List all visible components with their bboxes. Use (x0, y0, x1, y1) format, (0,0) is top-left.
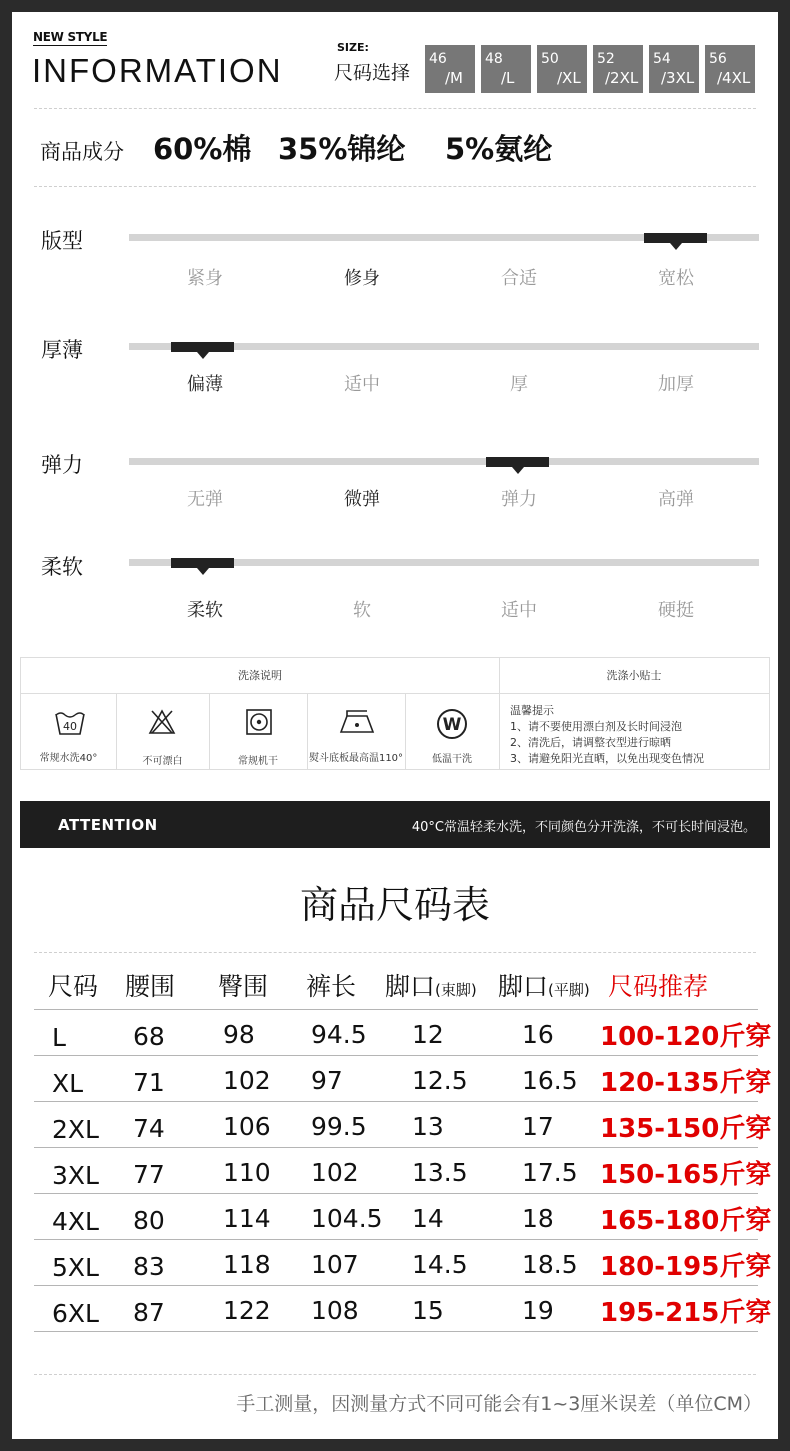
fit-scale-marker (644, 233, 707, 243)
new-style-label: NEW STYLE (33, 30, 108, 44)
col-header-main: 臀围 (218, 972, 269, 1001)
col-header-main: 腰围 (125, 972, 176, 1001)
size-letter: /L (501, 69, 515, 87)
measure-cell: 16.5 (522, 1066, 578, 1095)
table-row-line (34, 1147, 758, 1148)
softness-option: 柔软 (187, 600, 223, 621)
care-label: 不可漂白 (142, 756, 183, 767)
fit-option: 合适 (501, 268, 537, 289)
size-number: 52 (597, 51, 615, 67)
measure-cell: 99.5 (311, 1112, 367, 1141)
measure-cell: 14.5 (412, 1250, 468, 1279)
measure-cell: 16 (522, 1020, 554, 1049)
col-header (48, 967, 98, 1003)
measure-cell: 110 (223, 1158, 271, 1187)
col-header (218, 967, 268, 1003)
measure-cell: 107 (311, 1250, 359, 1279)
measure-cell: 15 (412, 1296, 444, 1325)
elasticity-scale-track (129, 458, 759, 465)
measure-cell: 77 (133, 1160, 165, 1189)
size-number: 56 (709, 51, 727, 67)
care-label: 常规机干 (238, 756, 278, 767)
col-header-sub: (束脚) (435, 981, 477, 999)
softness-option: 适中 (501, 600, 537, 621)
thickness-scale-track (129, 343, 759, 350)
measure-cell: 98 (223, 1020, 255, 1049)
table-row-line (34, 1239, 758, 1240)
dry-clean-w-icon (436, 708, 468, 740)
col-header-main: 脚口 (385, 972, 436, 1001)
table-row-line (34, 1331, 758, 1332)
measure-cell: 97 (311, 1066, 343, 1095)
fit-option: 宽松 (658, 268, 694, 289)
size-option[interactable] (481, 45, 531, 93)
size-letter: /2XL (605, 69, 639, 87)
recommend-cell: 150-165斤穿 (600, 1160, 772, 1190)
size-cell: 2XL (52, 1115, 99, 1144)
composition-value: 5%氨纶 (445, 132, 553, 166)
recommend-cell: 100-120斤穿 (600, 1022, 772, 1052)
measure-cell: 13.5 (412, 1158, 468, 1187)
divider (34, 108, 756, 109)
tumble-dry-icon (245, 708, 273, 736)
care-label: 低温干洗 (432, 754, 472, 765)
size-option[interactable] (649, 45, 699, 93)
measure-cell: 94.5 (311, 1020, 367, 1049)
fit-option: 修身 (344, 268, 380, 289)
measure-cell: 71 (133, 1068, 165, 1097)
tip-line: 2、清洗后，请调整衣型进行晾晒 (510, 736, 671, 749)
tip-line: 温馨提示 (510, 704, 554, 717)
size-letter: /XL (557, 69, 581, 87)
thickness-option: 加厚 (658, 374, 694, 395)
col-header-main: 脚口 (498, 972, 549, 1001)
table-row-line (34, 1009, 758, 1010)
measure-cell: 83 (133, 1252, 165, 1281)
measure-cell: 12.5 (412, 1066, 468, 1095)
softness-option: 硬挺 (658, 600, 694, 621)
col-header (306, 967, 356, 1003)
care-instructions-table (20, 657, 770, 770)
measure-cell: 118 (223, 1250, 271, 1279)
size-chart-title: 商品尺码表 (299, 883, 490, 927)
table-row-line (34, 1101, 758, 1102)
size-letter: /4XL (717, 69, 751, 87)
info-title: INFORMATION (32, 52, 283, 89)
attr-label-thickness: 厚薄 (41, 338, 83, 362)
attention-label: ATTENTION (58, 816, 158, 834)
softness-option: 软 (353, 600, 371, 621)
fit-option: 紧身 (187, 268, 223, 289)
size-cell: L (52, 1023, 66, 1052)
attr-label-elasticity: 弹力 (41, 453, 83, 477)
fit-scale-track (129, 234, 759, 241)
measure-cell: 19 (522, 1296, 554, 1325)
measure-cell: 18 (522, 1204, 554, 1233)
no-bleach-icon (147, 708, 177, 736)
iron-icon (337, 708, 377, 736)
recommend-cell: 180-195斤穿 (600, 1252, 772, 1282)
measure-cell: 114 (223, 1204, 271, 1233)
size-letter: /M (445, 69, 463, 87)
measure-cell: 17.5 (522, 1158, 578, 1187)
size-number: 48 (485, 51, 503, 67)
size-number: 46 (429, 51, 447, 67)
dry-clean-mark: W (442, 715, 462, 735)
care-header: 洗涤说明 (21, 658, 499, 694)
composition-value: 35%锦纶 (278, 132, 406, 166)
table-row-line (34, 1055, 758, 1056)
care-tips (510, 703, 704, 767)
elasticity-option: 弹力 (501, 489, 537, 510)
table-row-line (34, 1193, 758, 1194)
softness-scale-marker (171, 558, 234, 568)
elasticity-option: 高弹 (658, 489, 694, 510)
measure-cell: 17 (522, 1112, 554, 1141)
elasticity-scale-marker (486, 457, 549, 467)
size-cell: 3XL (52, 1161, 99, 1190)
size-cell: 4XL (52, 1207, 99, 1236)
recommend-cell: 120-135斤穿 (600, 1068, 772, 1098)
tip-line: 3、请避免阳光直晒，以免出现变色情况 (510, 752, 704, 765)
measure-cell: 68 (133, 1022, 165, 1051)
col-header-main: 裤长 (306, 972, 357, 1001)
col-header-recommend (608, 967, 708, 1003)
thickness-option: 厚 (510, 374, 528, 395)
table-divider (499, 658, 500, 769)
measure-cell: 87 (133, 1298, 165, 1327)
measure-cell: 74 (133, 1114, 165, 1143)
attr-label-softness: 柔软 (41, 555, 83, 579)
size-option[interactable] (425, 45, 475, 93)
size-cell: 5XL (52, 1253, 99, 1282)
size-number: 54 (653, 51, 671, 67)
size-option[interactable] (537, 45, 587, 93)
measure-cell: 13 (412, 1112, 444, 1141)
measure-cell: 14 (412, 1204, 444, 1233)
size-option[interactable] (705, 45, 755, 93)
softness-scale-track (129, 559, 759, 566)
measure-cell: 104.5 (311, 1204, 383, 1233)
col-header-sub: (平脚) (548, 981, 590, 999)
size-cell: XL (52, 1069, 84, 1098)
elasticity-option: 无弹 (187, 489, 223, 510)
measure-cell: 122 (223, 1296, 271, 1325)
thickness-option: 偏薄 (187, 374, 223, 395)
measure-cell: 106 (223, 1112, 271, 1141)
size-cell: 6XL (52, 1299, 99, 1328)
measure-cell: 102 (223, 1066, 271, 1095)
tips-header: 洗涤小贴士 (499, 658, 769, 694)
thickness-option: 适中 (344, 374, 380, 395)
measure-cell: 12 (412, 1020, 444, 1049)
table-row-line (34, 1285, 758, 1286)
size-number: 50 (541, 51, 559, 67)
divider (34, 952, 756, 953)
divider (34, 186, 756, 187)
elasticity-option: 微弹 (344, 489, 380, 510)
measure-cell: 18.5 (522, 1250, 578, 1279)
product-info-sheet (12, 12, 778, 1439)
care-label: 熨斗底板最高温110° (308, 753, 404, 764)
col-header (385, 967, 477, 1003)
col-header (498, 967, 590, 1003)
size-label-cn: 尺码选择 (334, 62, 411, 84)
attr-label-fit: 版型 (41, 229, 83, 253)
measurement-note: 手工测量，因测量方式不同可能会有1~3厘米误差（单位CM） (236, 1393, 762, 1415)
wash-temp-text: 40 (63, 720, 77, 733)
care-label: 常规水洗40° (39, 753, 98, 764)
size-label-en: SIZE: (337, 41, 369, 54)
attention-bar (20, 801, 770, 848)
col-header-main: 尺码 (48, 972, 99, 1001)
attention-text: 40°C常温轻柔水洗，不同颜色分开洗涤，不可长时间浸泡。 (411, 820, 756, 835)
wash-40-icon (53, 708, 87, 738)
divider (34, 1374, 756, 1375)
thickness-scale-marker (171, 342, 234, 352)
size-option[interactable] (593, 45, 643, 93)
recommend-cell: 165-180斤穿 (600, 1206, 772, 1236)
col-header-main: 尺码推荐 (608, 972, 709, 1001)
recommend-cell: 135-150斤穿 (600, 1114, 772, 1144)
tip-line: 1、请不要使用漂白剂及长时间浸泡 (510, 720, 682, 733)
measure-cell: 102 (311, 1158, 359, 1187)
composition-label: 商品成分 (40, 140, 124, 164)
measure-cell: 80 (133, 1206, 165, 1235)
size-letter: /3XL (661, 69, 695, 87)
recommend-cell: 195-215斤穿 (600, 1298, 772, 1328)
composition-value: 60%棉 (153, 132, 252, 166)
col-header (125, 967, 175, 1003)
measure-cell: 108 (311, 1296, 359, 1325)
